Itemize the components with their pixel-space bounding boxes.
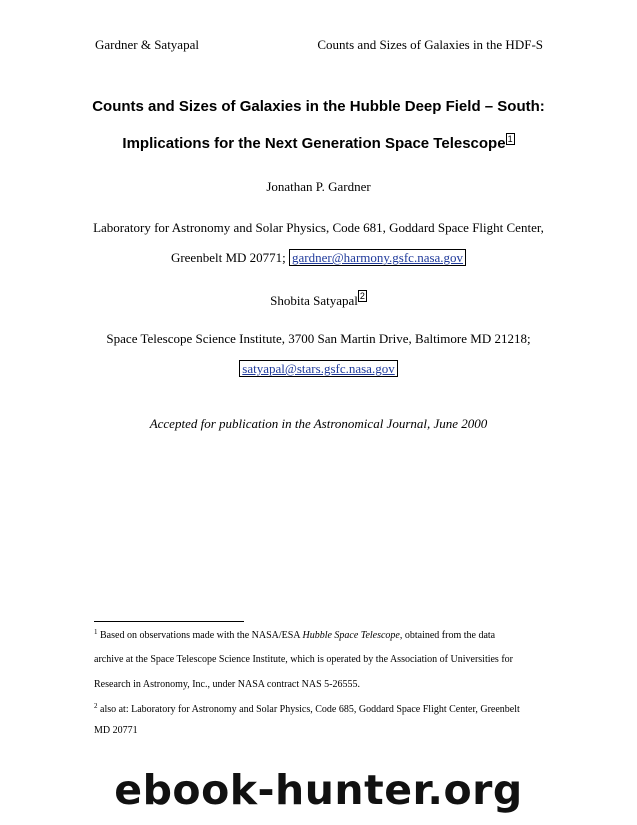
footnote-2-mark: 2 — [94, 702, 98, 710]
title-text-1: Counts and Sizes of Galaxies in the Hubble Deep Field – South: — [92, 98, 545, 115]
footnote-1-telescope: Hubble Space Telescope — [302, 630, 400, 641]
affiliation-gardner-location: Greenbelt MD 20771; — [170, 250, 289, 265]
affiliation-gardner-line-2 — [0, 250, 637, 266]
author-name-gardner: Jonathan P. Gardner — [266, 179, 371, 194]
author-name-satyapal — [0, 290, 637, 309]
footnote-1-line-2: archive at the Space Telescope Science Institute, which is operated by the Association of Universities for — [94, 654, 513, 665]
running-head-title: Counts and Sizes of Galaxies in the HDF-S — [317, 37, 543, 52]
site-watermark: ebook-hunter.org — [114, 766, 523, 814]
title-text-2: Implications for the Next Generation Space Telescope — [122, 135, 506, 152]
paper-title-line-1 — [0, 98, 637, 115]
footnote-divider — [94, 621, 244, 622]
affiliation-gardner-line-1: Laboratory for Astronomy and Solar Physics, Code 681, Goddard Space Flight Center, — [93, 220, 544, 235]
affiliation-satyapal-line-1: Space Telescope Science Institute, 3700 San Martin Drive, Baltimore MD 21218; — [106, 331, 531, 346]
footnote-1-line-3: Research in Astronomy, Inc., under NASA contract NAS 5-26555. — [94, 679, 360, 690]
email-link-satyapal[interactable]: satyapal@stars.gsfc.nasa.gov — [239, 360, 397, 377]
acceptance-note: Accepted for publication in the Astronomical Journal, June 2000 — [149, 416, 488, 431]
footnote-2-text: also at: Laboratory for Astronomy and Solar Physics, Code 685, Goddard Space Flight Center, Greenbelt — [100, 704, 520, 715]
footnote-2-line-1 — [94, 702, 520, 715]
author-footnote-link[interactable]: 2 — [359, 291, 365, 301]
author-name-satyapal-text: Shobita Satyapal — [270, 293, 358, 308]
running-head-authors: Gardner & Satyapal — [95, 37, 199, 52]
footnote-2-line-2: MD 20771 — [94, 725, 138, 736]
footnote-1-mark: 1 — [94, 628, 98, 636]
paper-title-line-2 — [0, 133, 637, 152]
footnote-1-text-b: , obtained from the data — [399, 630, 496, 641]
title-footnote-link[interactable]: 1 — [507, 134, 513, 144]
footnote-1-line-1 — [94, 628, 495, 641]
affiliation-satyapal-line-2 — [0, 361, 637, 377]
email-link-gardner[interactable]: gardner@harmony.gsfc.nasa.gov — [289, 249, 466, 266]
footnote-1-text-a: Based on observations made with the NASA/ESA — [97, 630, 303, 641]
